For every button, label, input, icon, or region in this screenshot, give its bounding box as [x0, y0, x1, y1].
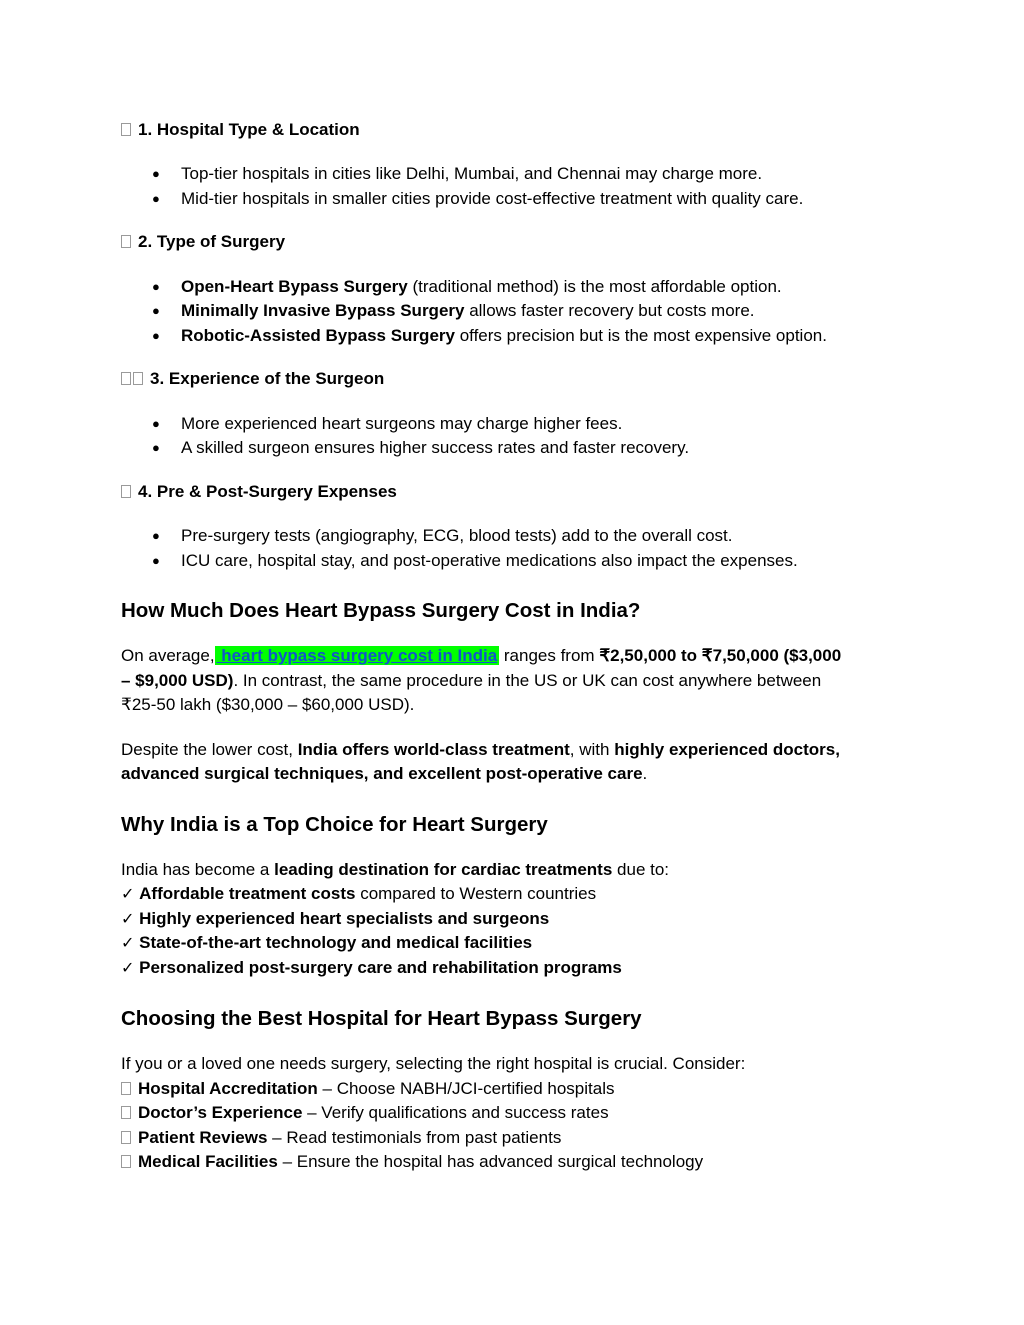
list-item: ● Top-tier hospitals in cities like Delhi, Mumbai, and Chennai may charge more.	[152, 164, 763, 183]
why-intro: India has become a leading destination for cardiac treatments due to:	[121, 859, 670, 879]
missing-glyph-icon	[121, 1155, 131, 1168]
list-item: ✓ State-of-the-art technology and medical facilities	[121, 933, 533, 952]
list-item: Patient Reviews – Read testimonials from past patients	[121, 1126, 911, 1151]
list-item: ● More experienced heart surgeons may charge higher fees.	[152, 413, 623, 433]
list-item: ● Minimally Invasive Bypass Surgery allows faster recovery but costs more.	[152, 301, 755, 320]
choose-heading: Choosing the Best Hospital for Heart Bypass Surgery	[121, 1007, 642, 1030]
list-item: ● Pre-surgery tests (angiography, ECG, blood tests) add to the overall cost.	[152, 526, 733, 545]
missing-glyph-icon	[121, 372, 131, 385]
bullet-list	[121, 162, 911, 211]
missing-glyph-icon	[121, 1131, 131, 1144]
cost-paragraph: On average, heart bypass surgery cost in India ranges from ₹2,50,000 to ₹7,50,000 ($3,000 – $9,000 USD). In contrast, the same procedure in the US or UK can cost anywhere between ₹25-50 lakh ($30,000 – $60,000 USD).	[121, 646, 842, 714]
check-icon: ✓	[121, 884, 135, 903]
list-item: Doctor’s Experience – Verify qualifications and success rates	[121, 1101, 911, 1126]
list-item: ● Mid-tier hospitals in smaller cities provide cost-effective treatment with quality care.	[152, 188, 804, 208]
cost-heading: How Much Does Heart Bypass Surgery Cost in India?	[121, 599, 641, 622]
missing-glyph-icon	[133, 372, 143, 385]
list-item: ● ICU care, hospital stay, and post-operative medications also impact the expenses.	[152, 550, 798, 570]
bullet-list	[121, 412, 911, 461]
document-page	[121, 118, 911, 1175]
section-heading: 4. Pre & Post-Surgery Expenses	[121, 480, 911, 505]
choose-intro: If you or a loved one needs surgery, selecting the right hospital is crucial. Consider:	[121, 1054, 746, 1073]
missing-glyph-icon	[121, 1082, 131, 1095]
section-heading: 1. Hospital Type & Location	[121, 118, 911, 142]
check-icon: ✓	[121, 957, 135, 977]
bullet-list	[121, 275, 911, 349]
list-item: ● Open-Heart Bypass Surgery (traditional method) is the most affordable option.	[152, 276, 782, 296]
section-heading: 2. Type of Surgery	[121, 230, 911, 255]
list-item: Hospital Accreditation – Choose NABH/JCI-certified hospitals	[121, 1077, 911, 1102]
missing-glyph-icon	[121, 485, 131, 498]
list-item: Medical Facilities – Ensure the hospital has advanced surgical technology	[121, 1150, 911, 1175]
section-heading: 3. Experience of the Surgeon	[121, 367, 911, 392]
cost-link[interactable]: heart bypass surgery cost in India	[216, 646, 498, 665]
missing-glyph-icon	[121, 123, 131, 136]
list-item: ● Robotic-Assisted Bypass Surgery offers precision but is the most expensive option.	[152, 325, 827, 345]
value-paragraph: Despite the lower cost, India offers world-class treatment, with highly experienced doctors, advanced surgical techniques, and excellent post-operative care.	[121, 739, 840, 783]
check-icon: ✓	[121, 908, 135, 928]
why-heading: Why India is a Top Choice for Heart Surgery	[121, 812, 548, 836]
missing-glyph-icon	[121, 235, 131, 248]
list-item: ✓ Affordable treatment costs compared to Western countries	[121, 884, 597, 903]
check-icon: ✓	[121, 933, 135, 952]
bullet-list	[121, 524, 911, 573]
list-item: ● A skilled surgeon ensures higher success rates and faster recovery.	[152, 438, 690, 457]
missing-glyph-icon	[121, 1106, 131, 1119]
list-item: ✓ Highly experienced heart specialists and surgeons	[121, 908, 550, 928]
list-item: ✓ Personalized post-surgery care and rehabilitation programs	[121, 957, 622, 977]
